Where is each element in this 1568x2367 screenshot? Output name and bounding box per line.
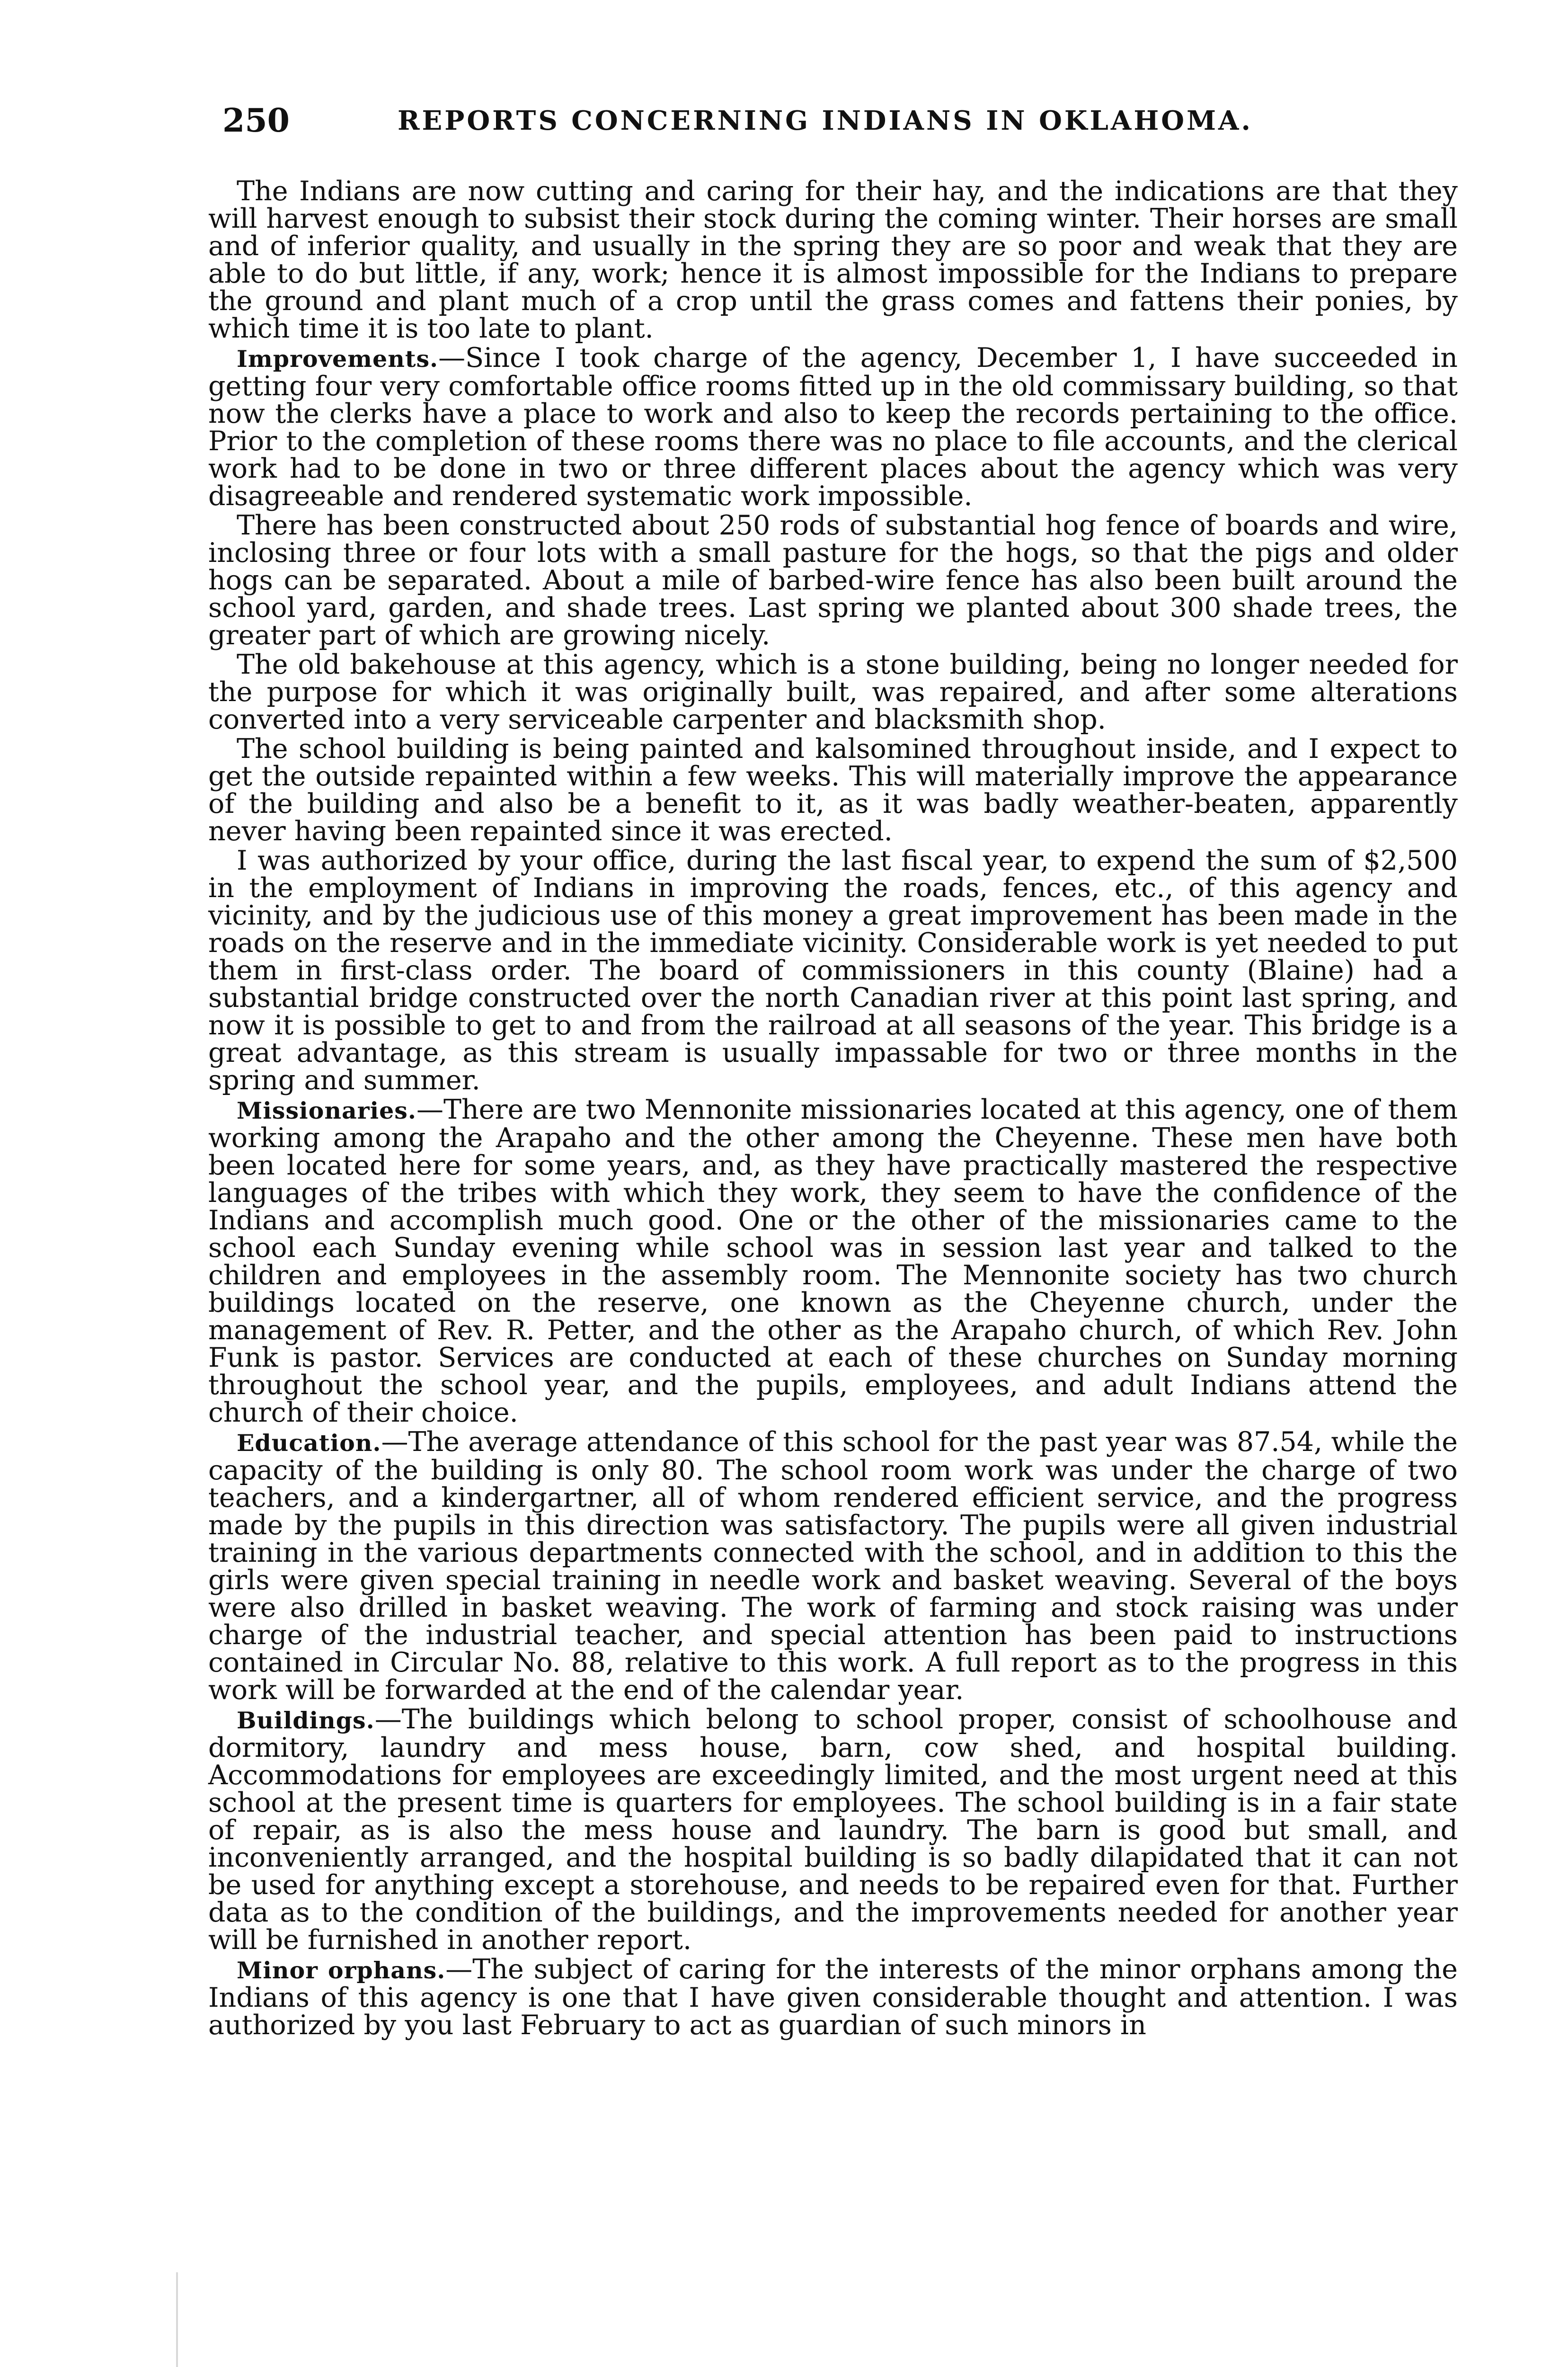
paragraph-improvements [208,344,1458,510]
page-number: 250 [222,102,290,140]
paragraph-bakehouse [208,651,1458,733]
paragraph-missionaries [208,1096,1458,1426]
paragraph-hay [208,178,1458,342]
scan-margin-line [176,2272,178,2367]
report-body [208,178,1458,2041]
paragraph-text: The old bakehouse at this agency, which is a stone building, being no longer needed for the purpose for which it was originally built, was repaired, and after some alterations converted into a very serviceable carpenter and blacksmith shop. [208,649,1458,735]
paragraph-minor-orphans [208,1956,1458,2039]
paragraph-hog-fence [208,512,1458,649]
paragraph-text: —The buildings which belong to school proper, consist of schoolhouse and dormitory, laundry and mess house, barn, cow shed, and hospital building. Accommodations for employees are exceedingly limited, and the most urgent need at this school at the present time is quarters for employees. The school building is in a fair state of repair, as is also the mess house and laundry. The barn is good but small, and inconveniently arranged, and the hospital building is so badly dilapidated that it can not be used for anything except a storehouse, and needs to be repaired even for that. Further data as to the condition of the buildings, and the improvements needed for another year will be furnished in another report. [208,1704,1458,1956]
paragraph-text: There has been constructed about 250 rods of substantial hog fence of boards and wire, inclosing three or four lots with a small pasture for the hogs, so that the pigs and older hogs can be separated. About a mile of barbed-wire fence has also been built around the school yard, garden, and shade trees. Last spring we planted about 300 shade trees, the greater part of which are growing nicely. [208,510,1458,651]
running-title: REPORTS CONCERNING INDIANS IN OKLAHOMA. [398,105,1253,136]
paragraph-text: The Indians are now cutting and caring for their hay, and the indications are that they will harvest enough to subsist their stock during the coming winter. Their horses are small and of inferior quality, and usually in the spring they are so poor and weak that they are able to do but little, if any, work; hence it is almost impossible for the Indians to prepare the ground and plant much of a crop until the grass comes and fattens their ponies, by which time it is too late to plant. [208,176,1458,344]
section-heading-buildings: Buildings. [237,1707,375,1734]
paragraph-school-building-paint [208,735,1458,845]
section-heading-improvements: Improvements. [237,345,439,373]
running-head [208,95,1458,147]
paragraph-education [208,1428,1458,1704]
paragraph-text: I was authorized by your office, during the last fiscal year, to expend the sum of $2,500 in the employment of Indians in improving the roads, fences, etc., of this agency and vicinity, and by the judicious use of this money a great improvement has been made in the roads on the reserve and in the immediate vicinity. Considerable work is yet needed to put them in first-class order. The board of commissioners in this county (Blaine) had a substantial bridge constructed over the north Canadian river at this point last spring, and now it is possible to get to and from the railroad at all seasons of the year. This bridge is a great advantage, as this stream is usually impassable for two or three months in the spring and summer. [208,845,1458,1096]
paragraph-text: The school building is being painted and kalsomined throughout inside, and I expect to get the outside repainted within a few weeks. This will materially improve the appearance of the building and also be a benefit to it, as it was badly weather-beaten, apparently never having been repainted since it was erected. [208,733,1458,847]
paragraph-text: —Since I took charge of the agency, December 1, I have succeeded in getting four very comfortable office rooms fitted up in the old commissary building, so that now the clerks have a place to work and also to keep the records pertaining to the office. Prior to the completion of these rooms there was no place to file accounts, and the clerical work had to be done in two or three different places about the agency which was very disagreeable and rendered systematic work impossible. [208,342,1458,512]
section-heading-education: Education. [237,1429,381,1457]
paragraph-roads [208,847,1458,1094]
paragraph-text: —The subject of caring for the interests of the minor orphans among the Indians of this agency is one that I have given considerable thought and attention. I was authorized by you last February to act as guardian of such minors in [208,1954,1458,2041]
paragraph-text: —The average attendance of this school for the past year was 87.54, while the capacity of the building is only 80. The school room work was under the charge of two teachers, and a kindergartner, all of whom rendered efficient service, and the progress made by the pupils in this direction was satisfactory. The pupils were all given industrial training in the various departments connected with the school, and in addition to this the girls were given special training in needle work and basket weaving. Several of the boys were also drilled in basket weaving. The work of farming and stock raising was under charge of the industrial teacher, and special attention has been paid to instructions contained in Circular No. 88, relative to this work. A full report as to the progress in this work will be forwarded at the end of the calendar year. [208,1426,1458,1706]
paragraph-text: —There are two Mennonite missionaries located at this agency, one of them working among the Arapaho and the other among the Cheyenne. These men have both been located here for some years, and, as they have practically mastered the respective languages of the tribes with which they work, they seem to have the confidence of the Indians and accomplish much good. One or the other of the missionaries came to the school each Sunday evening while school was in session last year and talked to the children and employees in the assembly room. The Mennonite society has two church buildings located on the reserve, one known as the Cheyenne church, under the management of Rev. R. Petter, and the other as the Arapaho church, of which Rev. John Funk is pastor. Services are conducted at each of these churches on Sunday morning throughout the school year, and the pupils, employees, and adult Indians attend the church of their choice. [208,1094,1458,1428]
paragraph-buildings [208,1706,1458,1954]
section-heading-minor-orphans: Minor orphans. [237,1957,446,1984]
section-heading-missionaries: Missionaries. [237,1097,416,1124]
